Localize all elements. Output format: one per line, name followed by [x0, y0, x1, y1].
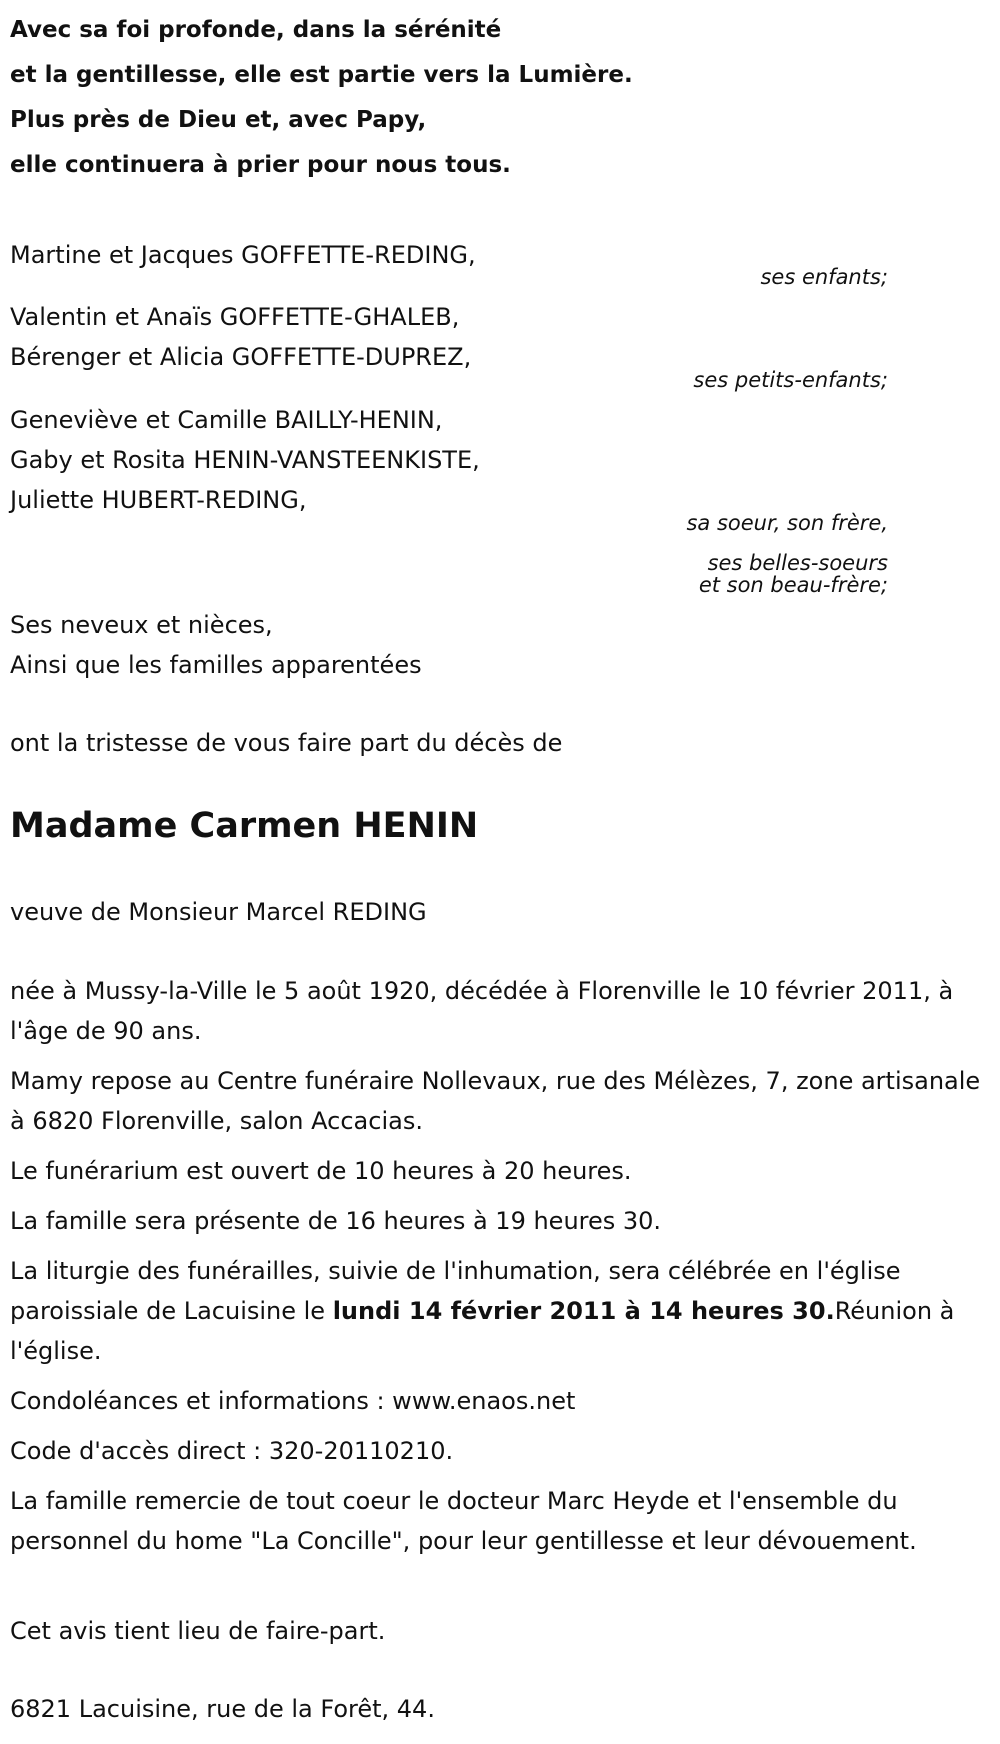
family-children-name-1: Martine et Jacques GOFFETTE-REDING, — [10, 241, 476, 269]
poem-line-3: Plus près de Dieu et, avec Papy, — [10, 107, 427, 133]
deceased-name: Madame Carmen HENIN — [10, 806, 479, 846]
paragraph-notice: Cet avis tient lieu de faire-part. — [10, 1617, 386, 1645]
liturgy-meeting: Réunion à l'église. — [10, 1297, 955, 1365]
address: 6821 Lacuisine, rue de la Forêt, 44. — [10, 1695, 435, 1723]
liturgy-text: La liturgie des funérailles, suivie de l'inhumation, sera célébrée en l'église paroissiale de Lacuisine le — [10, 1257, 901, 1325]
paragraph-family-present: La famille sera présente de 16 heures à 19 heures 30. — [10, 1207, 662, 1235]
poem-line-4: elle continuera à prier pour nous tous. — [10, 152, 511, 178]
role-grandchildren: ses petits-enfants; — [693, 368, 888, 392]
poem-line-1: Avec sa foi profonde, dans la sérénité — [10, 17, 502, 43]
family-related: Ainsi que les familles apparentées — [10, 651, 422, 679]
family-nephews: Ses neveux et nièces, — [10, 611, 273, 639]
paragraph-liturgy — [10, 1251, 990, 1371]
role-siblings: sa soeur, son frère, — [686, 511, 888, 535]
family-grandchild-name-1: Valentin et Anaïs GOFFETTE-GHALEB, — [10, 303, 460, 331]
liturgy-date: lundi 14 février 2011 à 14 heures 30. — [332, 1297, 835, 1325]
family-grandchild-name-2: Bérenger et Alicia GOFFETTE-DUPREZ, — [10, 343, 472, 371]
paragraph-birth-death: née à Mussy-la-Ville le 5 août 1920, décédée à Florenville le 10 février 2011, à l'âge de 90 ans. — [10, 977, 954, 1045]
paragraph-hours: Le funérarium est ouvert de 10 heures à 20 heures. — [10, 1157, 632, 1185]
paragraph-condolences: Condoléances et informations : www.enaos.net — [10, 1387, 576, 1415]
family-sibling-name-3: Juliette HUBERT-REDING, — [10, 486, 307, 514]
opening-poem — [10, 8, 633, 188]
paragraph-rest-place: Mamy repose au Centre funéraire Nollevaux, rue des Mélèzes, 7, zone artisanale à 6820 Florenville, salon Accacias. — [10, 1067, 981, 1135]
family-sibling-name-2: Gaby et Rosita HENIN-VANSTEENKISTE, — [10, 446, 480, 474]
paragraph-access-code: Code d'accès direct : 320-20110210. — [10, 1437, 454, 1465]
poem-line-2: et la gentillesse, elle est partie vers la Lumière. — [10, 62, 633, 88]
paragraph-thanks: La famille remercie de tout coeur le docteur Marc Heyde et l'ensemble du personnel du home "La Concille", pour leur gentillesse et leur dévouement. — [10, 1487, 917, 1555]
announcement-text: ont la tristesse de vous faire part du décès de — [10, 729, 563, 757]
role-siblings-in-law: ses belles-soeurs — [707, 551, 888, 575]
family-sibling-name-1: Geneviève et Camille BAILLY-HENIN, — [10, 406, 443, 434]
widow-of: veuve de Monsieur Marcel REDING — [10, 898, 427, 926]
role-brother-in-law: et son beau-frère; — [698, 573, 888, 597]
role-children: ses enfants; — [760, 265, 888, 289]
